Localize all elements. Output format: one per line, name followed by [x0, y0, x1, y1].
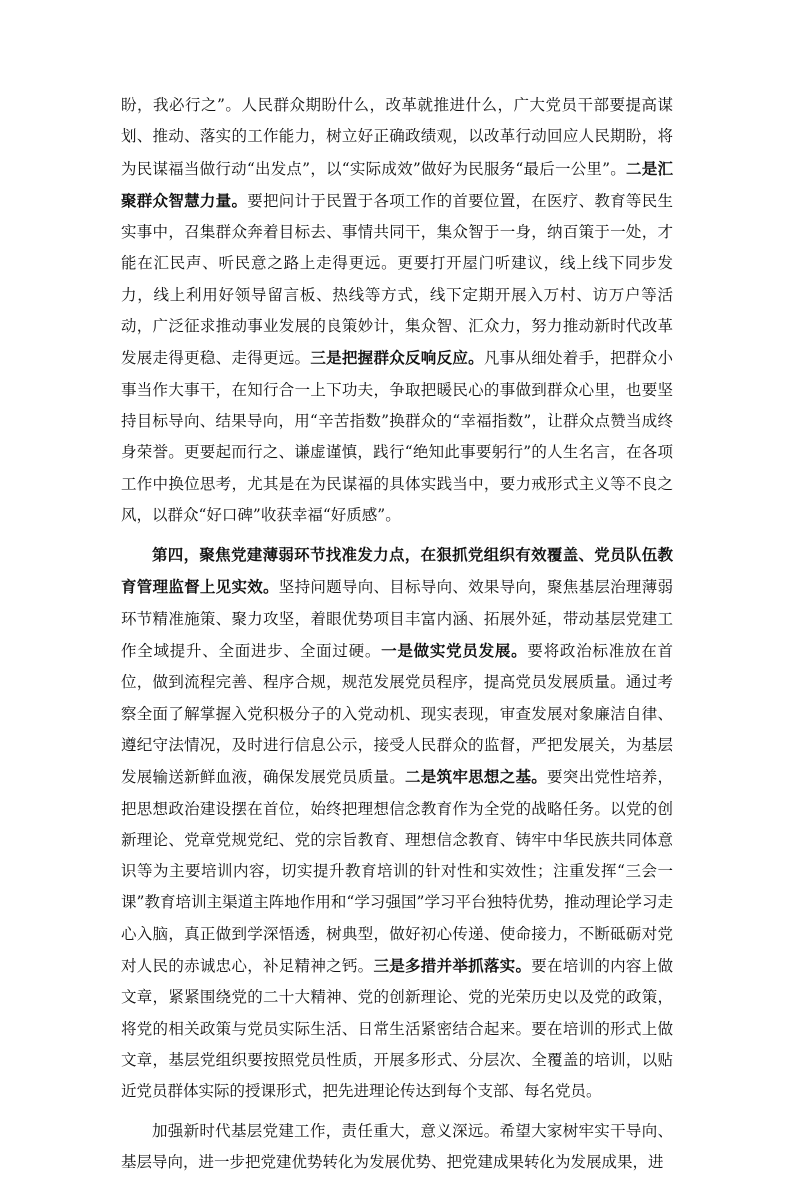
heading-two-ideological-foundation: 二是筑牢思想之基。: [405, 767, 547, 786]
paragraph-1-text-3: 凡事从细处着手，把群众小事当作大事干，在知行合一上下功夫，争取把暖民心的事做到群众心里，也要坚持目标导向、结果导向，用“辛苦指数”换群众的“幸福指数”，让群众点赞当成终身荣誉。更要起而行之、谦虚谨慎，践行“绝知此事要躬行”的人生名言，在各项工作中换位思考，尤其是在为民谋福的具体实践当中，要力戒形式主义等不良之风，以群众“好口碑”收获幸福“好质感”。: [121, 349, 673, 523]
paragraph-3-text-1: 加强新时代基层党建工作，责任重大，意义深远。希望大家树牢实干导向、基层导向，进一步把党建优势转化为发展优势、把党建成果转化为发展成果，进: [121, 1122, 673, 1171]
heading-two-gather-wisdom: 二是汇聚群众智慧力量。: [121, 159, 673, 210]
paragraph-2-text-1: 坚持问题导向、目标导向、效果导向，聚焦基层治理薄弱环节精准施策、聚力攻坚，着眼优势项目丰富内涵、拓展外延，带动基层党建工作全域提升、全面进步、全面过硬。: [121, 578, 673, 660]
paragraph-1-text-1: 盼，我必行之”。人民群众期盼什么，改革就推进什么，广大党员干部要提高谋划、推动、落实的工作能力，树立好正确政绩观，以改革行动回应人民期盼，将为民谋福当做行动“出发点”，以“实际成效”做好为民服务“最后一公里”。: [121, 96, 673, 178]
paragraph-3: [121, 1116, 673, 1178]
section-four-heading: 第四，聚焦党建薄弱环节找准发力点，在狠抓党组织有效覆盖、党员队伍教育管理监督上见实效。: [121, 545, 673, 596]
heading-three-implementation: 三是多措并举抓落实。: [373, 956, 531, 975]
heading-three-grasp-response: 三是把握群众反响反应。: [310, 348, 484, 367]
paragraph-2-text-4: 要在培训的内容上做文章，紧紧围绕党的二十大精神、党的创新理论、党的光荣历史以及党的政策，将党的相关政策与党员实际生活、日常生活紧密结合起来。要在培训的形式上做文章，基层党组织要按照党员性质，开展多形式、分层次、全覆盖的培训，以贴近党员群体实际的授课形式，把先进理论传达到每个支部、每名党员。: [121, 957, 673, 1100]
document-body: [121, 90, 673, 1178]
paragraph-1-text-2: 要把问计于民置于各项工作的首要位置，在医疗、教育等民生实事中，召集群众奔着目标去、事情共同干，集众智于一身，纳百策于一处，才能在汇民声、听民意之路上走得更远。更要打开屋门听建议，线上线下同步发力，线上利用好领导留言板、热线等方式，线下定期开展入万村、访万户等活动，广泛征求推动事业发展的良策妙计，集众智、汇众力，努力推动新时代改革发展走得更稳、走得更远。: [121, 192, 673, 367]
paragraph-2-text-2: 要将政治标准放在首位，做到流程完善、程序合规，规范发展党员程序，提高党员发展质量。通过考察全面了解掌握入党积极分子的入党动机、现实表现，审查发展对象廉洁自律、遵纪守法情况，及时进行信息公示，接受人民群众的监督，严把发展关，为基层发展输送新鲜血液，确保发展党员质量。: [121, 642, 673, 786]
paragraph-2-text-3: 要突出党性培养，把思想政治建设摆在首位，始终把理想信念教育作为全党的战略任务。以党的创新理论、党章党规党纪、党的宗旨教育、理想信念教育、铸牢中华民族共同体意识等为主要培训内容，切实提升教育培训的针对性和实效性；注重发挥“三会一课”教育培训主渠道主阵地作用和“学习强国”学习平台独特优势，推动理论学习走心入脑，真正做到学深悟透，树典型，做好初心传递、使命接力，不断砥砺对党对人民的赤诚忠心，补足精神之钙。: [121, 768, 673, 975]
paragraph-1: [121, 90, 673, 531]
heading-one-member-development: 一是做实党员发展。: [381, 641, 527, 660]
paragraph-2: [121, 539, 673, 1107]
